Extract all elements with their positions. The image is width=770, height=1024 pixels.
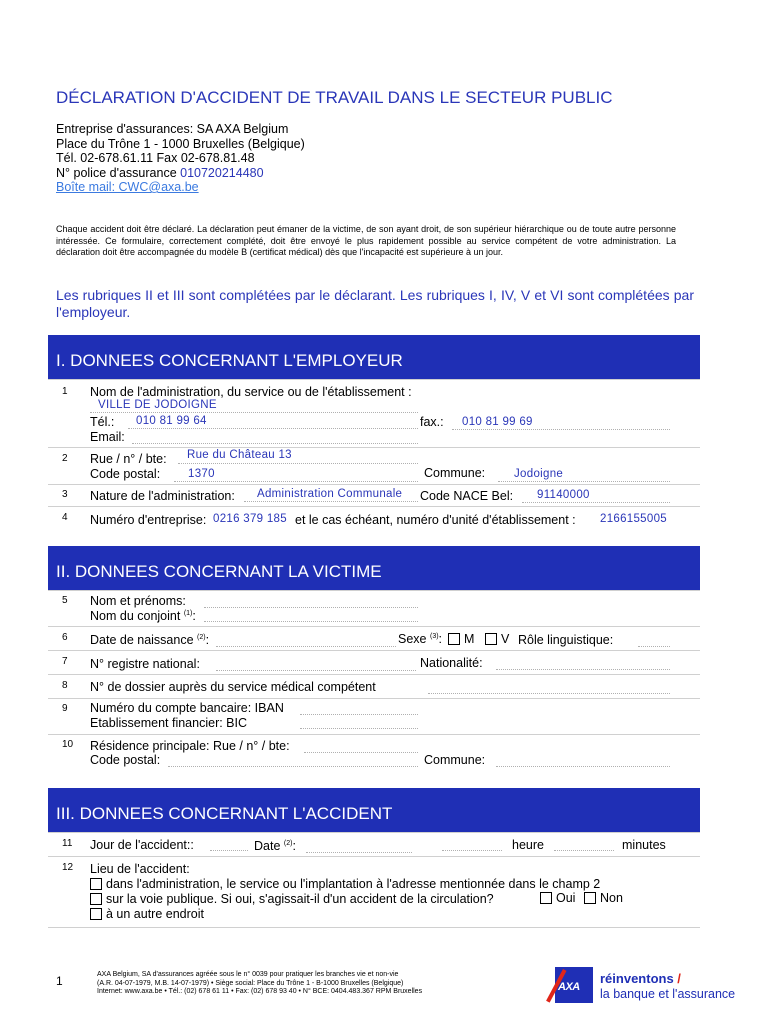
language-role-field[interactable] [638,646,670,647]
enterprise-number-label: Numéro d'entreprise: [90,513,207,527]
fax-line [452,429,670,430]
nace-label: Code NACE Bel: [420,489,514,503]
slogan-line-2: la banque et l'assurance [600,987,736,1001]
traffic-non-checkbox[interactable] [584,892,596,904]
fax-value[interactable]: 010 81 99 69 [462,416,533,428]
spouse-name-field[interactable] [204,621,418,622]
traffic-oui-option[interactable]: Oui [540,891,575,905]
admin-name-label: Nom de l'administration, du service ou de l'établissement : [90,385,412,399]
place-other-checkbox[interactable] [90,908,102,920]
row-number: 2 [62,453,68,464]
residence-postal-label: Code postal: [90,753,161,767]
iban-field[interactable] [300,714,418,715]
admin-name-line [90,412,418,413]
sex-v-option[interactable]: V [485,632,509,646]
hour-label: heure [512,838,544,852]
nace-line [522,502,670,503]
rubriques-note: Les rubriques II et III sont complétées par le déclarant. Les rubriques I, IV, V et VI sont complétées par l'employeur. [56,287,694,320]
row-1 [48,379,700,447]
nature-value[interactable]: Administration Communale [257,488,403,500]
row-number: 6 [62,632,68,643]
insurer-block [56,122,305,195]
spouse-name-label: Nom du conjoint $^{(1)}$: [90,609,196,623]
tel-value[interactable]: 010 81 99 64 [136,415,207,427]
minutes-label: minutes [622,838,666,852]
street-value[interactable]: Rue du Château 13 [187,449,292,461]
traffic-oui-checkbox[interactable] [540,892,552,904]
accident-date-field[interactable] [306,852,412,853]
full-name-field[interactable] [204,607,418,608]
accident-hour-field[interactable] [442,850,502,851]
iban-label: Numéro du compte bancaire: IBAN [90,701,284,715]
insurer-address: Place du Trône 1 - 1000 Bruxelles (Belgique) [56,136,305,151]
language-role-label: Rôle linguistique: [518,633,614,647]
postal-value[interactable]: 1370 [188,468,215,480]
mailbox-link[interactable]: Boîte mail: CWC@axa.be [56,180,199,194]
row-number: 11 [62,838,73,849]
row-number: 4 [62,512,68,523]
slogan-line-1: réinventons / [600,971,681,986]
birth-date-field[interactable] [216,646,396,647]
residence-postal-field[interactable] [168,766,418,767]
row-number: 9 [62,703,68,714]
row-5 [48,590,700,626]
row-number: 12 [62,862,74,873]
policy-number: 010720214480 [180,165,264,180]
sex-v-checkbox[interactable] [485,633,497,645]
row-6 [48,626,700,650]
intro-text: Chaque accident doit être déclaré. La déclaration peut émaner de la victime, de son ayant droit, de son supérieur hiérarchique ou de toute autre personne intéressée. Ce formulaire, correctement complété, doit être envoyé le plus rapidement possible au service compétent de votre administration. La déclaration doit être accompagnée du modèle B (certificat médical) dès que l'incapacité est supérieure à un jour. [56,224,676,257]
row-number: 5 [62,595,68,606]
full-name-label: Nom et prénoms: [90,594,186,608]
place-admin-option[interactable]: dans l'administration, le service ou l'implantation à l'adresse mentionnée dans le champ 2 [90,877,600,891]
unit-number-label: et le cas échéant, numéro d'unité d'établissement : [295,513,576,527]
nationality-field[interactable] [496,669,670,670]
footer-line-2: (A.R. 04-07-1979, M.B. 14-07-1979) • Siège social: Place du Trône 1 - B-1000 Bruxelles (Belgique) [97,979,404,987]
birth-date-label: Date de naissance $^{(2)}$: [90,633,210,647]
sex-label: Sexe $^{(3)}$: [398,632,443,646]
footer-line-1: AXA Belgium, SA d'assurances agréée sous le n° 0039 pour pratiquer les branches vie et non-vie [97,971,399,978]
email-label: Email: [90,430,125,444]
postal-label: Code postal: [90,467,161,481]
postal-line [174,481,418,482]
nature-label: Nature de l'administration: [90,489,235,503]
row-11 [48,832,700,856]
section-accident-header: III. DONNEES CONCERNANT L'ACCIDENT [48,788,700,832]
residence-street-field[interactable] [304,752,418,753]
commune-label: Commune: [424,466,486,480]
unit-number-value[interactable]: 2166155005 [600,513,667,525]
row-number: 8 [62,680,68,691]
national-register-field[interactable] [216,670,416,671]
traffic-non-option[interactable]: Non [584,891,623,905]
nationality-label: Nationalité: [420,656,483,670]
fax-label: fax.: [420,415,444,429]
accident-minutes-field[interactable] [554,850,614,851]
place-road-checkbox[interactable] [90,893,102,905]
row-10 [48,734,700,774]
tel-line [128,428,418,429]
insurer-phone: Tél. 02-678.61.11 Fax 02-678.81.48 [56,151,255,165]
bic-field[interactable] [300,728,418,729]
row-3 [48,484,700,506]
medical-file-field[interactable] [428,693,670,694]
residence-commune-field[interactable] [496,766,670,767]
accident-date-label: Date $^{(2)}$: [254,839,296,853]
axa-logo-text: AXA [558,981,580,993]
street-line [178,463,418,464]
place-admin-checkbox[interactable] [90,878,102,890]
admin-name-value[interactable]: VILLE DE JODOIGNE [98,399,217,411]
nature-line [244,501,418,502]
residence-commune-label: Commune: [424,753,486,767]
policy-label: N° police d'assurance [56,165,181,180]
sex-m-option[interactable]: M [448,632,474,646]
form-title: DÉCLARATION D'ACCIDENT DE TRAVAIL DANS LE SECTEUR PUBLIC [56,88,613,107]
accident-place-label: Lieu de l'accident: [90,862,190,876]
nace-value[interactable]: 91140000 [537,489,590,501]
page-number: 1 [56,974,63,988]
row-7 [48,650,700,674]
row-number: 1 [62,386,68,397]
insurer-name: Entreprise d'assurances: SA AXA Belgium [56,122,289,136]
medical-file-label: N° de dossier auprès du service médical compétent [90,680,376,694]
row-number: 10 [62,739,74,750]
row-8 [48,674,700,698]
residence-label: Résidence principale: Rue / n° / bte: [90,739,290,753]
footer-legal [97,971,422,997]
axa-logo [555,967,593,1003]
section-victim-header: II. DONNEES CONCERNANT LA VICTIME [48,546,700,590]
bic-label: Etablissement financier: BIC [90,716,248,730]
section-employer-header: I. DONNEES CONCERNANT L'EMPLOYEUR [48,335,700,379]
row-4 [48,506,700,534]
street-label: Rue / n° / bte: [90,452,167,466]
tel-label: Tél.: [90,415,115,429]
place-road-option[interactable]: sur la voie publique. Si oui, s'agissait-il d'un accident de la circulation? [90,892,494,906]
accident-day-field[interactable] [210,850,248,851]
row-9 [48,698,700,734]
national-register-label: N° registre national: [90,657,200,671]
row-12 [48,856,700,928]
commune-value[interactable]: Jodoigne [514,468,564,480]
accident-day-label: Jour de l'accident:: [90,838,194,852]
email-line[interactable] [132,443,418,444]
footer-line-3: Internet: www.axa.be • Tél.: (02) 678 61 11 • Fax: (02) 678 93 40 • N° BCE: 0404.483.367 RPM Bruxelles [97,988,423,996]
commune-line [498,481,670,482]
row-number: 3 [62,489,68,500]
row-number: 7 [62,656,68,667]
row-2 [48,447,700,484]
sex-m-checkbox[interactable] [448,633,460,645]
policy-line [56,166,305,181]
place-other-option[interactable]: à un autre endroit [90,907,204,921]
enterprise-number-value[interactable]: 0216 379 185 [213,513,287,525]
